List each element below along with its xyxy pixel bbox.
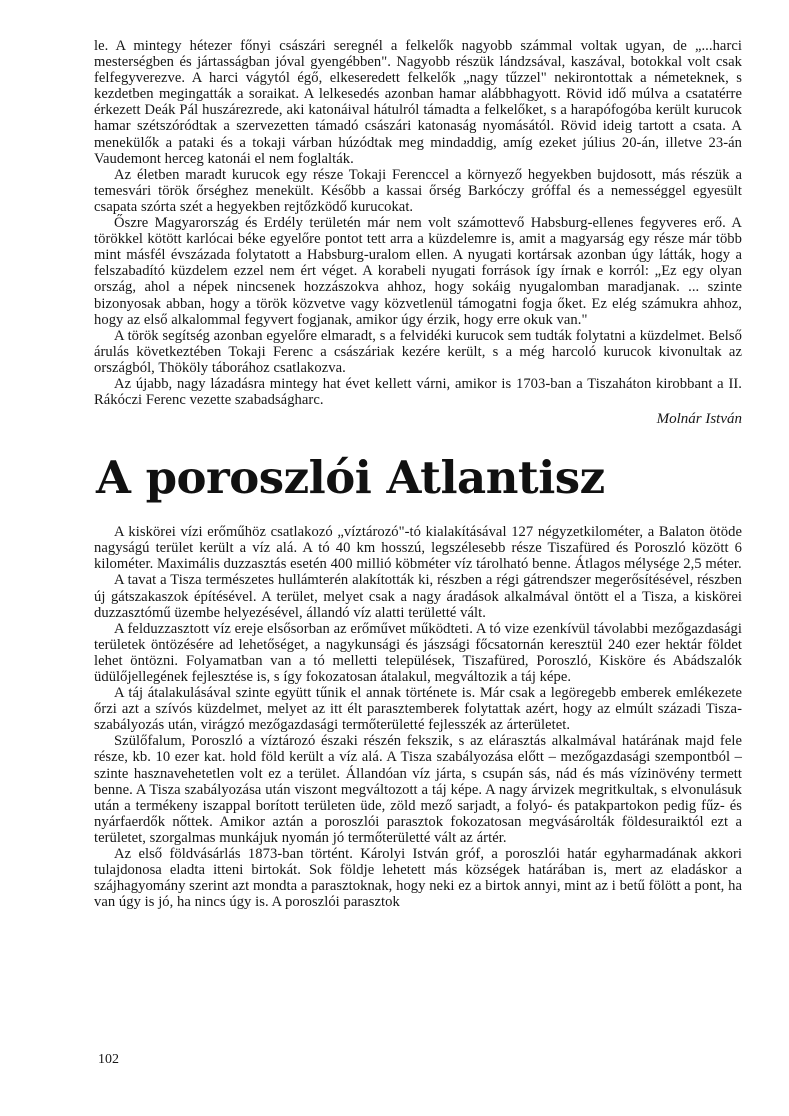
previous-article-ending bbox=[94, 38, 742, 428]
article-body bbox=[94, 524, 742, 910]
paragraph: Az életben maradt kurucok egy része Tokaji Ferenccel a környező hegyekben bujdosott, más részük a temesvári török őrséghez menekült. Később a kassai őrség Barkóczy gróffal és a nemességgel egyesült csapata szórta szét a hegyekben rejtőzködő kurucokat. bbox=[94, 166, 742, 215]
paragraph: Az első földvásárlás 1873-ban történt. Károlyi István gróf, a poroszlói határ egyharmadának akkori tulajdonosa eladta itteni birtokát. Sok földje lehetett más községek határában is, mert az eladáskor a szájhagyomány szerint azt mondta a parasztoknak, hogy neki ez a birtok annyi, mint az i betű fölött a pont, ha van úgy is jó, ha nincs úgy is. A poroszlói parasztok bbox=[94, 846, 742, 911]
paragraph: A tavat a Tisza természetes hullámterén alakították ki, részben a régi gátrendszer megerősítésével, részben új gátszakaszok építésével. A terület, melyet csak a nagy áradások alkalmával öntött el a Tisza, a kiskörei duzzasztómű üzembe helyezésével, állandó víz alatti területté vált. bbox=[94, 572, 742, 621]
paragraph: Őszre Magyarország és Erdély területén már nem volt számottevő Habsburg-ellenes fegyveres erő. A törökkel kötött karlócai béke egyelőre pontot tett arra a küzdelemre is, amit a magyarság egy része már több mint másfél évszázada folytatott a Habsburg-uralom ellen. A nyugati kortársak azonban úgy látták, hogy a felszabadító küzdelem ezzel nem ért véget. A korabeli nyugati források így írnak e korról: „Ez egy olyan ország, ahol a népek nincsenek hozzászokva ahhoz, hogy sokáig nyugalomban maradjanak. ... szinte bizonyosak abban, hogy a török közvetve vagy közvetlenül támogatni fogja őket. Ez elég számukra ahhoz, hogy az első alkalommal fegyvert fogjanak, amikor úgy érzik, hogy erre okuk van." bbox=[94, 215, 742, 328]
paragraph: Szülőfalum, Poroszló a víztározó északi részén fekszik, s az elárasztás alkalmával határának majd fele része, kb. 10 ezer kat. hold föld került a víz alá. A Tisza szabályozása előtt – mezőgazdasági szempontból – szinte hasznavehetetlen volt ez a terület. Állandóan víz járta, s csupán sás, nád és más vízinövény termett benne. A Tisza szabályozása után viszont megváltozott a táj képe. A nagy árvizek megritkultak, s elvonulásuk után a termékeny iszappal borított területen üde, zöld mező sarjadt, a folyó- és patakpartokon pedig fűz- és nyárfaerdők nőttek. Amikor aztán a poroszlói parasztok fokozatosan megvásárolták földesuraiktól ezt a területet, szorgalmas munkájuk nyomán jó termőterületté vált az ártér. bbox=[94, 733, 742, 846]
text-column bbox=[94, 38, 742, 910]
paragraph: Az újabb, nagy lázadásra mintegy hat évet kellett várni, amikor is 1703-ban a Tiszaháton kirobbant a II. Rákóczi Ferenc vezette szabadságharc. bbox=[94, 375, 742, 409]
article-title: A poroszlói Atlantisz bbox=[96, 451, 605, 505]
paragraph: A felduzzasztott víz ereje elsősorban az erőművet működteti. A tó vize ezenkívül távolabbi mezőgazdasági területek öntözésére ad lehetőséget, a nagykunsági és jászsági főcsatornán keresztül 240 ezer hektár földet lehet öntözni. Folyamatban van a tó melletti települések, Tiszafüred, Poroszló, Kisköre és Abádszalók üdülőjellegének fejlesztése is, s így fokozatosan átalakul, megváltozik a táj képe. bbox=[94, 620, 742, 685]
paragraph: A kiskörei vízi erőműhöz csatlakozó „víztározó"-tó kialakításával 127 négyzetkilométer, a Balaton ötöde nagyságú terület került a víz alá. A tó 40 km hosszú, legszélesebb része Tiszafüred és Poroszló között 6 kilométer. Maximális duzzasztás esetén 400 millió köbméter víz tárolható benne. Átlagos mélysége 2,5 méter. bbox=[94, 524, 742, 573]
paragraph: A török segítség azonban egyelőre elmaradt, s a felvidéki kurucok sem tudták folytatni a küzdelmet. Belső árulás következtében Tokaji Ferenc a császáriak kezére került, s a még harcoló kurucok kivonultak az országból, Thököly táborához csatlakozva. bbox=[94, 327, 742, 376]
paragraph: le. A mintegy hétezer főnyi császári seregnél a felkelők nagyobb számmal voltak ugyan, de „...harci mesterségben és jártasságban jóval gyengébben". Nagyobb részük lándzsával, kaszával, botokkal volt csak felfegyverezve. A harci vágytól égő, elkeseredett felkelők „nagy tűzzel" nekirontottak a németeknek, s kezdetben megingatták a soraikat. A lelkesedés azonban hamar alábbhagyott. Rövid idő múlva a csatatérre érkezett Deák Pál huszárezrede, aki katonáival hátulról támadta a felkelőket, s a harapófogóba került kurucok hamar szétszóródtak a szervezetten támadó császári katonaság nyomásától. Rövid ideig tartott a csata. A menekülők a pataki és a tokaji várban húzódtak meg mindaddig, amíg ezeket július 20-án, illetve 23-án Vaudemont herceg katonái el nem foglalták. bbox=[94, 38, 742, 167]
page-number: 102 bbox=[98, 1052, 119, 1067]
paragraph: A táj átalakulásával szinte együtt tűnik el annak története is. Már csak a legöregebb emberek emlékezete őrzi azt a szívós küzdelmet, melyet az itt élt parasztemberek folytattak azért, hogy az elmúlt századi Tisza-szabályozás után, virágzó mezőgazdasági termőterületté fejlesszék az árterületet. bbox=[94, 685, 742, 734]
author-signature: Molnár István bbox=[656, 411, 742, 428]
